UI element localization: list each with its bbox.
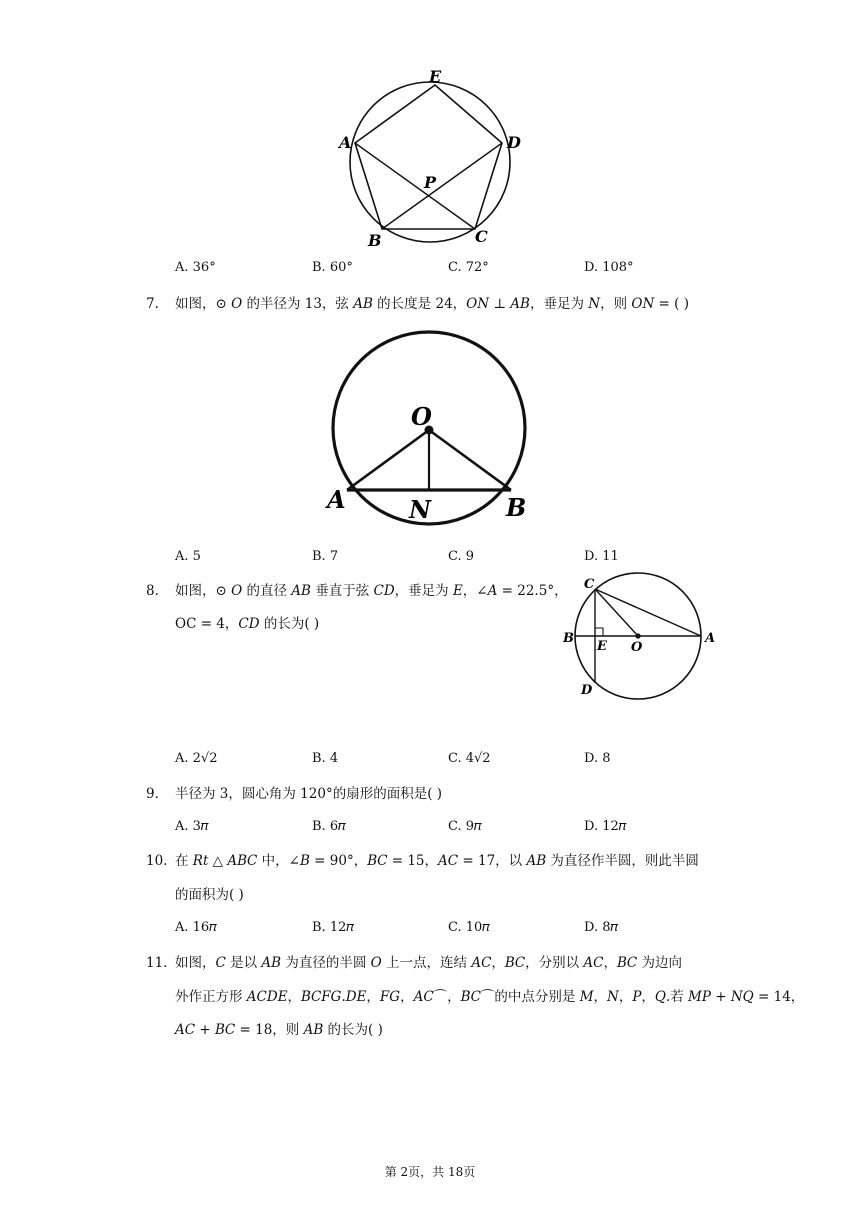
label-E: E <box>597 639 607 654</box>
q8-option-c: C. 4√2 <box>448 751 491 766</box>
q10-option-b: B. 12𝜋 <box>312 920 355 935</box>
label-N: N <box>409 495 431 524</box>
q9-option-d: D. 12𝜋 <box>584 819 627 834</box>
label-D: D <box>581 683 593 698</box>
q10-line1: 在 𝑅𝑡 △ 𝐴𝐵𝐶 中，∠𝐵 = 90°，𝐵𝐶 = 15，𝐴𝐶 = 17，以 𝐴𝐵 为直径作半圆，则此半圆 <box>175 853 699 869</box>
figure-pentagon-circle <box>330 60 530 260</box>
q10-line2: 的面积为( ) <box>175 887 244 903</box>
label-E: E <box>429 67 442 86</box>
q8-option-d: D. 8 <box>584 751 611 766</box>
q9-text: 半径为 3，圆心角为 120°的扇形的面积是( ) <box>175 786 443 802</box>
q11-number: 11. <box>146 955 168 971</box>
q6-option-d: D. 108° <box>584 260 634 275</box>
q11-line2: 外作正方形 𝐴𝐶𝐷𝐸，𝐵𝐶𝐹𝐺.𝐷𝐸，𝐹𝐺，𝐴𝐶⌒，𝐵𝐶⌒的中点分别是 𝑀，𝑁，𝑃，𝑄.若 𝑀𝑃 + 𝑁𝑄 = 14， <box>175 989 805 1005</box>
q9-option-a: A. 3𝜋 <box>175 819 209 834</box>
label-B: B <box>506 493 527 522</box>
q7-option-b: B. 7 <box>312 549 339 564</box>
q10-option-d: D. 8𝜋 <box>584 920 619 935</box>
q8-line2: OC = 4，𝐶𝐷 的长为( ) <box>175 616 320 632</box>
label-A: A <box>705 631 716 646</box>
q6-option-a: A. 36° <box>175 260 216 275</box>
q8-option-b: B. 4 <box>312 751 339 766</box>
label-P: P <box>424 173 437 192</box>
label-O: O <box>631 640 643 655</box>
q7-text: 如图，⊙ 𝑂 的半径为 13，弦 𝐴𝐵 的长度是 24，𝑂𝑁 ⊥ 𝐴𝐵，垂足为 𝑁，则 𝑂𝑁 = ( ) <box>175 296 689 312</box>
q6-option-b: B. 60° <box>312 260 353 275</box>
label-B: B <box>368 231 382 250</box>
q7-number: 7. <box>146 296 159 312</box>
q8-option-a: A. 2√2 <box>175 751 218 766</box>
q7-option-d: D. 11 <box>584 549 619 564</box>
q8-line1: 如图，⊙ 𝑂 的直径 𝐴𝐵 垂直于弦 𝐶𝐷，垂足为 𝐸，∠𝐴 = 22.5°， <box>175 583 568 599</box>
label-A: A <box>327 485 346 514</box>
q8-number: 8. <box>146 583 159 599</box>
q9-option-b: B. 6𝜋 <box>312 819 346 834</box>
q9-number: 9. <box>146 786 159 802</box>
label-O: O <box>411 402 432 431</box>
q10-number: 10. <box>146 853 168 869</box>
label-B: B <box>563 631 574 646</box>
label-A: A <box>339 133 352 152</box>
label-D: D <box>507 133 521 152</box>
q9-option-c: C. 9𝜋 <box>448 819 482 834</box>
q11-line1: 如图，𝐶 是以 𝐴𝐵 为直径的半圆 𝑂 上一点，连结 𝐴𝐶，𝐵𝐶，分别以 𝐴𝐶，𝐵𝐶 为边向 <box>175 955 683 971</box>
page-footer: 第 2页，共 18页 <box>384 1165 476 1179</box>
label-C: C <box>475 227 488 246</box>
q11-line3: 𝐴𝐶 + 𝐵𝐶 = 18，则 𝐴𝐵 的长为( ) <box>175 1022 383 1038</box>
label-C: C <box>584 577 595 592</box>
q7-option-a: A. 5 <box>175 549 201 564</box>
figure-circle-chord <box>325 330 535 530</box>
q6-option-c: C. 72° <box>448 260 489 275</box>
q10-option-a: A. 16𝜋 <box>175 920 217 935</box>
figure-diameter-chord <box>555 570 725 705</box>
q10-option-c: C. 10𝜋 <box>448 920 491 935</box>
q7-option-c: C. 9 <box>448 549 475 564</box>
